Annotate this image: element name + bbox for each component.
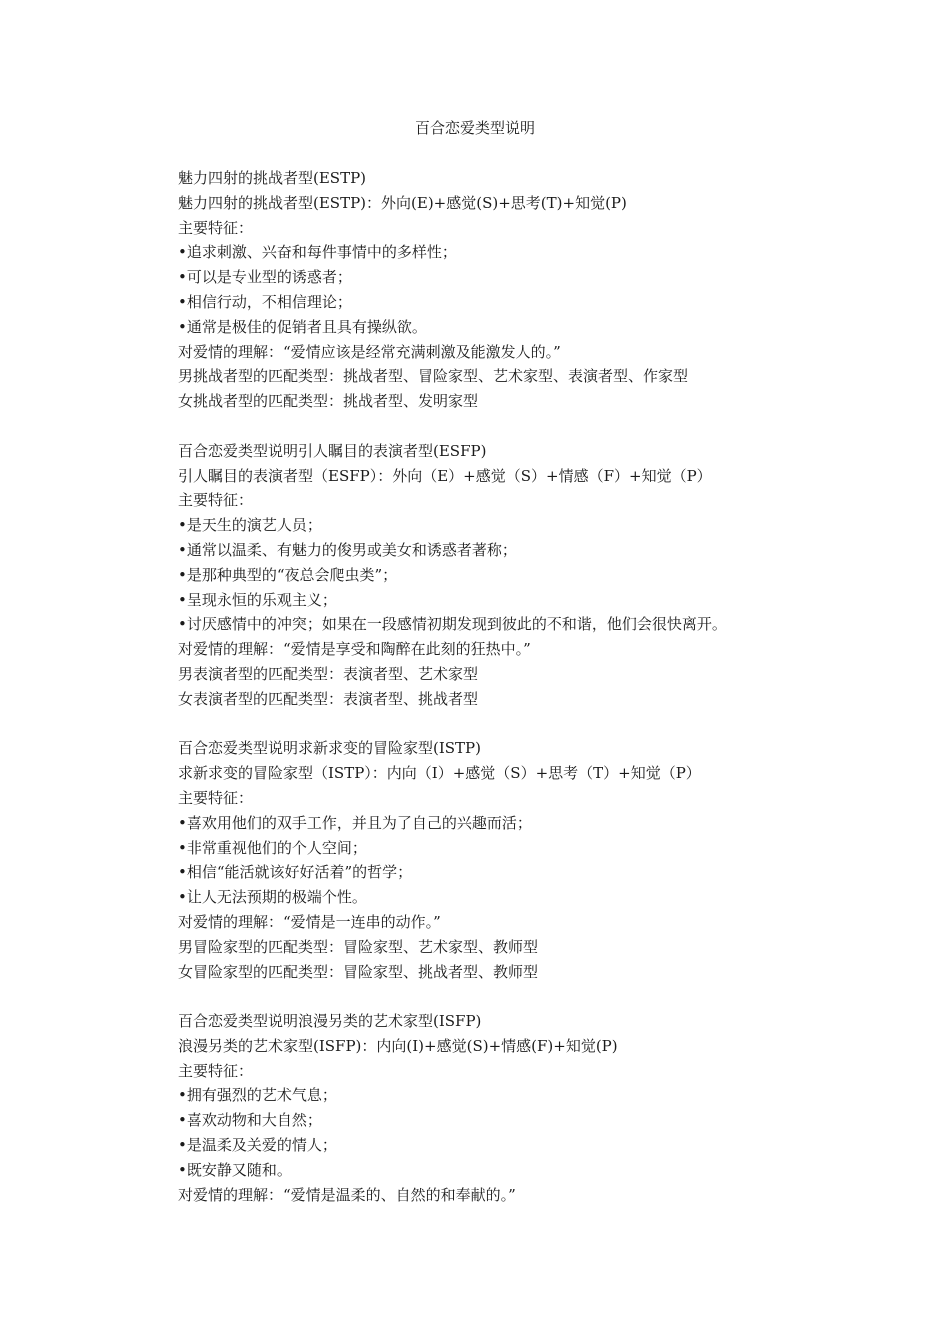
section-heading: 百合恋爱类型说明浪漫另类的艺术家型(ISFP) — [178, 1012, 482, 1031]
type-formula: 魅力四射的挑战者型(ESTP)：外向(E)+感觉(S)+思考(T)+知觉(P) — [178, 193, 627, 212]
female-match: 女挑战者型的匹配类型：挑战者型、发明家型 — [178, 392, 479, 411]
type-formula: 求新求变的冒险家型（ISTP）：内向（I）+感觉（S）+思考（T）+知觉（P） — [178, 764, 701, 783]
section-estp — [178, 166, 878, 414]
feature-item: •讨厌感情中的冲突；如果在一段感情初期发现到彼此的不和谐，他们会很快离开。 — [178, 615, 727, 634]
feature-item: •是天生的演艺人员； — [178, 516, 322, 535]
love-view: 对爱情的理解：“爱情应该是经常充满刺激及能激发人的。” — [178, 342, 561, 361]
feature-item: •非常重视他们的个人空间； — [178, 838, 367, 857]
section-heading: 百合恋爱类型说明引人瞩目的表演者型(ESFP) — [178, 441, 487, 460]
section-istp — [178, 736, 878, 984]
features-label: 主要特征： — [178, 1061, 254, 1080]
feature-item: •既安静又随和。 — [178, 1160, 292, 1179]
male-match: 男冒险家型的匹配类型：冒险家型、艺术家型、教师型 — [178, 937, 539, 956]
female-match: 女冒险家型的匹配类型：冒险家型、挑战者型、教师型 — [178, 962, 539, 981]
male-match: 男表演者型的匹配类型：表演者型、艺术家型 — [178, 664, 479, 683]
page-title: 百合恋爱类型说明 — [414, 119, 535, 137]
section-heading: 魅力四射的挑战者型(ESTP) — [178, 169, 367, 187]
section-isfp — [178, 1009, 878, 1207]
feature-item: •通常是极佳的促销者且具有操纵欲。 — [178, 317, 427, 336]
type-formula: 浪漫另类的艺术家型(ISFP)：内向(I)+感觉(S)+情感(F)+知觉(P) — [178, 1036, 618, 1055]
features-label: 主要特征： — [178, 491, 254, 510]
section-esfp — [178, 439, 878, 712]
feature-item: •喜欢用他们的双手工作，并且为了自己的兴趣而活； — [178, 813, 532, 832]
male-match: 男挑战者型的匹配类型：挑战者型、冒险家型、艺术家型、表演者型、作家型 — [178, 367, 689, 386]
female-match: 女表演者型的匹配类型：表演者型、挑战者型 — [178, 689, 479, 708]
feature-item: •呈现永恒的乐观主义； — [178, 590, 337, 609]
feature-item: •让人无法预期的极端个性。 — [178, 888, 367, 907]
section-heading: 百合恋爱类型说明求新求变的冒险家型(ISTP) — [178, 739, 482, 758]
feature-item: •通常以温柔、有魅力的俊男或美女和诱惑者著称； — [178, 540, 517, 559]
features-label: 主要特征： — [178, 788, 254, 807]
feature-item: •可以是专业型的诱惑者； — [178, 268, 352, 287]
love-view: 对爱情的理解：“爱情是温柔的、自然的和奉献的。” — [178, 1185, 516, 1204]
feature-item: •是温柔及关爱的情人； — [178, 1136, 337, 1155]
feature-item: •是那种典型的“夜总会爬虫类”； — [178, 565, 398, 584]
feature-item: •拥有强烈的艺术气息； — [178, 1086, 337, 1105]
feature-item: •相信“能活就该好好活着”的哲学； — [178, 863, 413, 882]
feature-item: •相信行动，不相信理论； — [178, 292, 352, 311]
love-view: 对爱情的理解：“爱情是一连串的动作。” — [178, 912, 441, 931]
features-label: 主要特征： — [178, 218, 254, 237]
type-formula: 引人瞩目的表演者型（ESFP）：外向（E）+感觉（S）+情感（F）+知觉（P） — [178, 466, 712, 485]
document-body — [178, 166, 878, 1232]
feature-item: •喜欢动物和大自然； — [178, 1111, 322, 1130]
love-view: 对爱情的理解：“爱情是享受和陶醉在此刻的狂热中。” — [178, 640, 531, 659]
feature-item: •追求刺激、兴奋和每件事情中的多样性； — [178, 243, 457, 262]
